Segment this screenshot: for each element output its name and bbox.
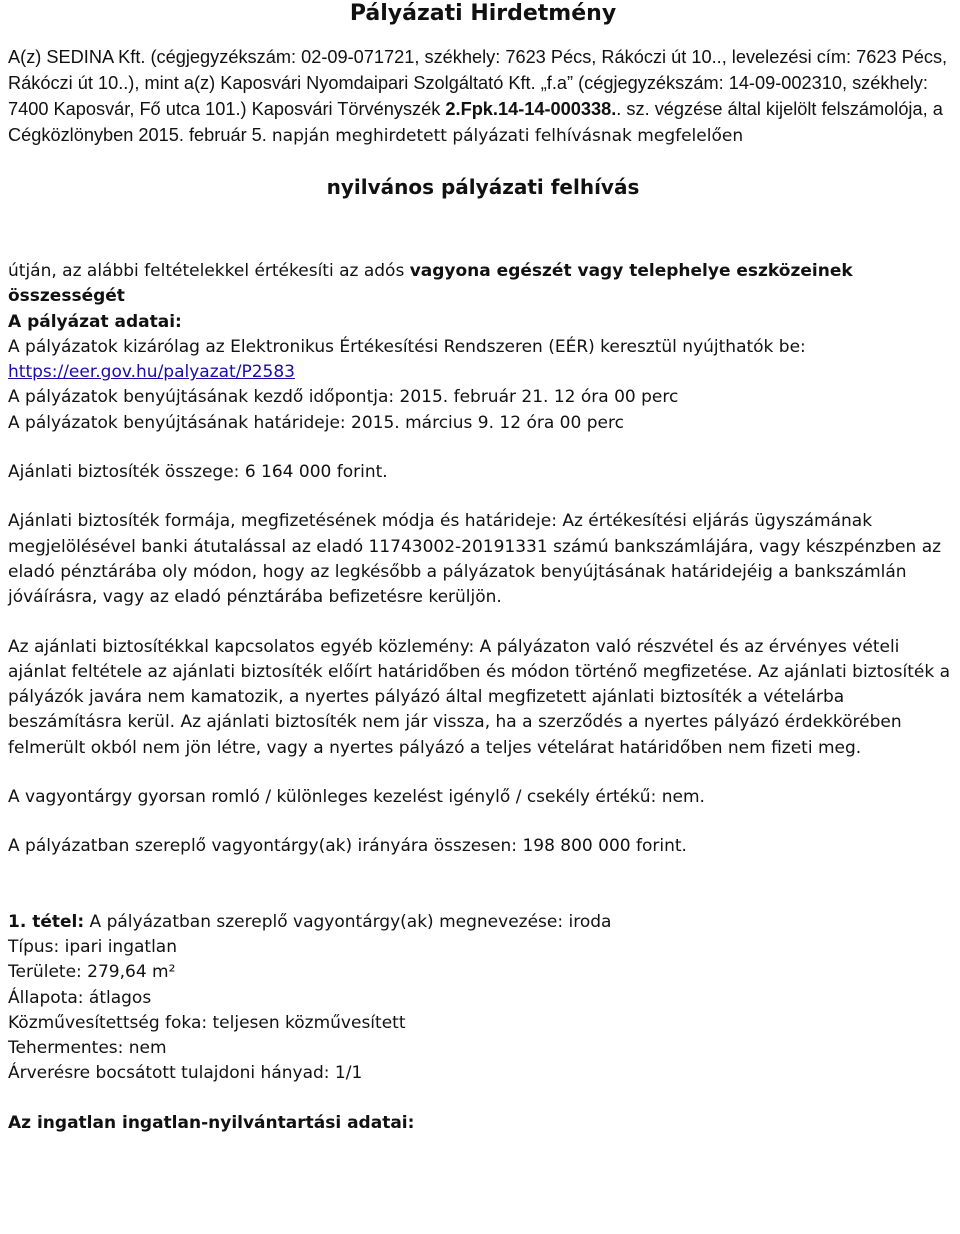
item-utilities: Közművesítettség foka: teljesen közművesített [8,1012,406,1033]
deadline: A pályázatok benyújtásának határideje: 2015. március 9. 12 óra 00 perc [8,412,624,433]
eer-link[interactable]: https://eer.gov.hu/palyazat/P2583 [8,362,295,383]
intro-paragraph [8,44,958,149]
call-heading: nyilvános pályázati felhívás [326,175,640,199]
perishable-note: A vagyontárgy gyorsan romló / különleges kezelést igénylő / csekély értékű: nem. [8,787,705,808]
item-type: Típus: ipari ingatlan [8,936,177,957]
sale-line-bold: vagyona egészét vagy telephelye eszközeinek összességét [8,261,853,307]
page-title: Pályázati Hirdetmény [349,1,617,26]
item-label: 1. tétel: [8,911,85,932]
intro-part2: . sz. végzése által kijelölt felszámolója, a Cégközlönyben 2015. február 5. [8,99,943,145]
sale-line-prefix: útján, az alábbi feltételekkel értékesíti az adós [8,261,410,281]
total-price: A pályázatban szereplő vagyontárgy(ak) irányára összesen: 198 800 000 forint. [8,836,687,857]
item-encumbrance: Tehermentes: nem [8,1038,167,1059]
eer-text: A pályázatok kizárólag az Elektronikus Értékesítési Rendszeren (EÉR) keresztül nyújthatók be: [8,336,806,357]
registry-title: Az ingatlan ingatlan-nyilvántartási adatai: [8,1112,415,1133]
intro-part3: napján meghirdetett pályázati felhívásnak megfelelően [271,126,744,146]
deposit-form: Ajánlati biztosíték formája, megfizetésének módja és határideje: Az értékesítési eljárás ügyszámának megjelölésével banki átutalással az eladó 11743002-20191331 számú bankszámlájára, vagy készpénzben az eladó pénztárába oly módon, hogy az legkésőbb a pályázatok benyújtásának határidejéig a bankszámlán jóváírásra, vagy az eladó pénztárába befizetésre kerüljön. [8,511,942,608]
item-share: Árverésre bocsátott tulajdoni hányad: 1/1 [8,1063,363,1084]
tender-data-title: A pályázat adatai: [8,311,182,332]
item-condition: Állapota: átlagos [8,987,152,1008]
document-page [8,0,958,1136]
item-name: 1. tétel: A pályázatban szereplő vagyontárgy(ak) megnevezése: iroda [8,911,612,932]
sale-line [8,259,958,310]
eer-link-line [8,360,958,385]
deposit-amount: Ajánlati biztosíték összege: 6 164 000 forint. [8,462,388,483]
item-area: Területe: 279,64 m² [8,962,176,983]
intro-case-number: 2.Fpk.14-14-000338. [445,99,617,119]
intro-part1: A(z) SEDINA Kft. (cégjegyzékszám: 02-09-071721, székhely: 7623 Pécs, Rákóczi út 10.., levelezési cím: 7623 Pécs, Rákóczi út 10..), mint a(z) Kaposvári Nyomdaipari Szolgáltató Kft. „f.a” (cégjegyzékszám: 14-09-002310, székhely: 7400 Kaposvár, Fő utca 101.) Kaposvári Törvényszék [8,47,948,119]
deposit-notice: Az ajánlati biztosítékkal kapcsolatos egyéb közlemény: A pályázaton való részvétel és az érvényes vételi ajánlat feltétele az ajánlati biztosíték előírt határidőben és módon történő megfizetése. Az ajánlati biztosíték a pályázók javára nem kamatozik, a nyertes pályázó által megfizetett ajánlati biztosíték a vételárba beszámításra kerül. Az ajánlati biztosíték nem jár vissza, ha a szerződés a nyertes pályázó érdekkörében felmerült okból nem jön létre, vagy a nyertes pályázó a teljes vételárat határidőben nem fizeti meg. [8,636,951,758]
start-time: A pályázatok benyújtásának kezdő időpontja: 2015. február 21. 12 óra 00 perc [8,387,679,408]
